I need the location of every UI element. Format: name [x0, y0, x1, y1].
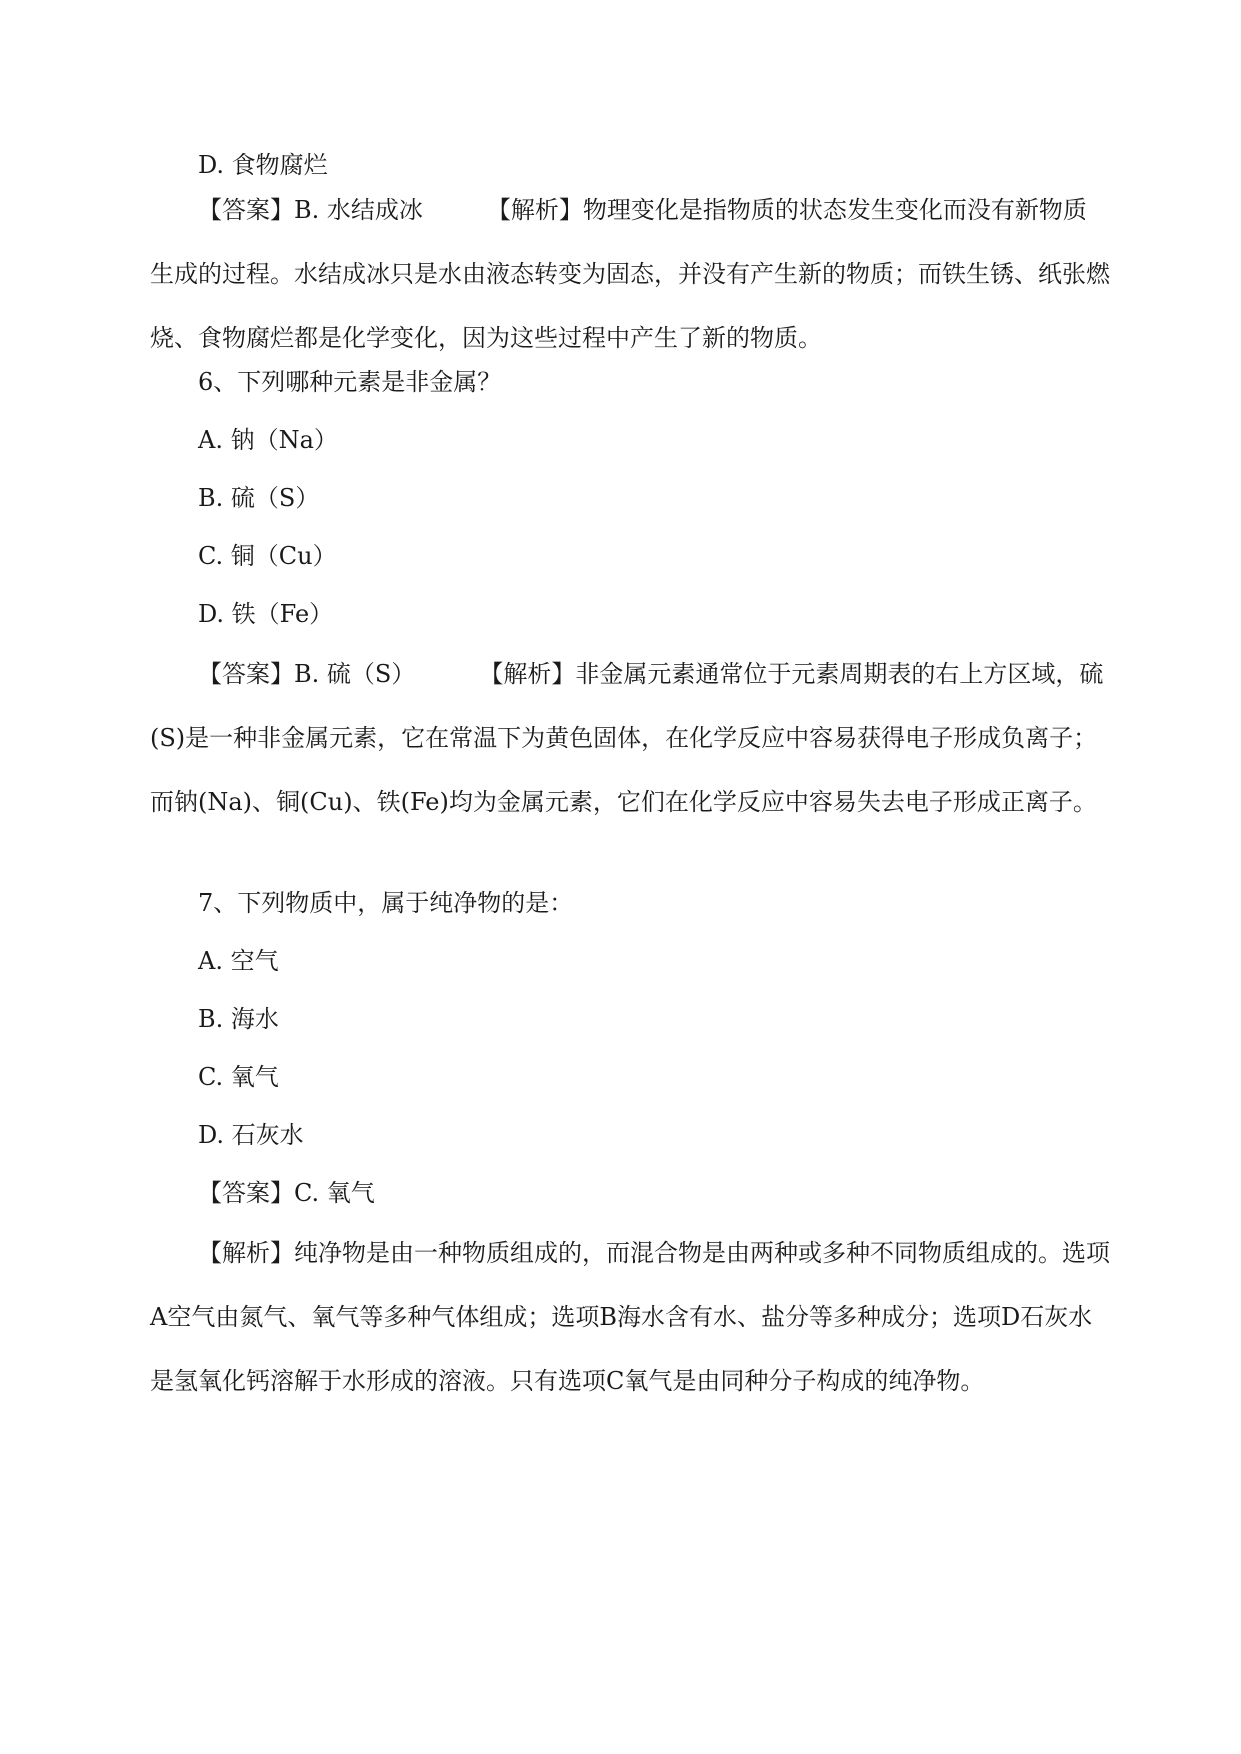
q6-option-d: D. 铁（Fe） [198, 600, 334, 628]
q7-option-d: D. 石灰水 [198, 1121, 304, 1149]
q6-answer: 【答案】B. 硫（S） [198, 660, 416, 688]
q6-explanation: 【解析】非金属元素通常位于元素周期表的右上方区域，硫(S)是一种非金属元素，它在常温下为黄色固体，在化学反应中容易获得电子形成负离子；而钠(Na)、铜(Cu)、铁(Fe)均为金属元素，它们在化学反应中容易失去电子形成正离子。 [150, 660, 1104, 816]
q6-answer-block [150, 642, 1110, 834]
q7-option-a: A. 空气 [198, 947, 279, 975]
q5-explanation: 【解析】物理变化是指物质的状态发生变化而没有新物质生成的过程。水结成冰只是水由液态转变为固态，并没有产生新的物质；而铁生锈、纸张燃烧、食物腐烂都是化学变化，因为这些过程中产生了新的物质。 [150, 196, 1110, 352]
q5-option-d: D. 食物腐烂 [198, 151, 328, 179]
q5-answer: 【答案】B. 水结成冰 [198, 196, 423, 224]
q7-question: 7、下列物质中，属于纯净物的是： [198, 889, 574, 917]
q7-option-c: C. 氧气 [198, 1063, 279, 1091]
q5-answer-block [150, 178, 1110, 370]
q6-option-a: A. 钠（Na） [198, 426, 338, 454]
q6-option-c: C. 铜（Cu） [198, 542, 337, 570]
q7-answer: 【答案】C. 氧气 [198, 1179, 375, 1207]
q6-option-b: B. 硫（S） [198, 484, 320, 512]
q6-question: 6、下列哪种元素是非金属？ [198, 368, 502, 396]
q7-explanation: 【解析】纯净物是由一种物质组成的，而混合物是由两种或多种不同物质组成的。选项A空气由氮气、氧气等多种气体组成；选项B海水含有水、盐分等多种成分；选项D石灰水是氢氧化钙溶解于水形成的溶液。只有选项C氧气是由同种分子构成的纯净物。 [150, 1239, 1110, 1395]
q7-option-b: B. 海水 [198, 1005, 279, 1033]
